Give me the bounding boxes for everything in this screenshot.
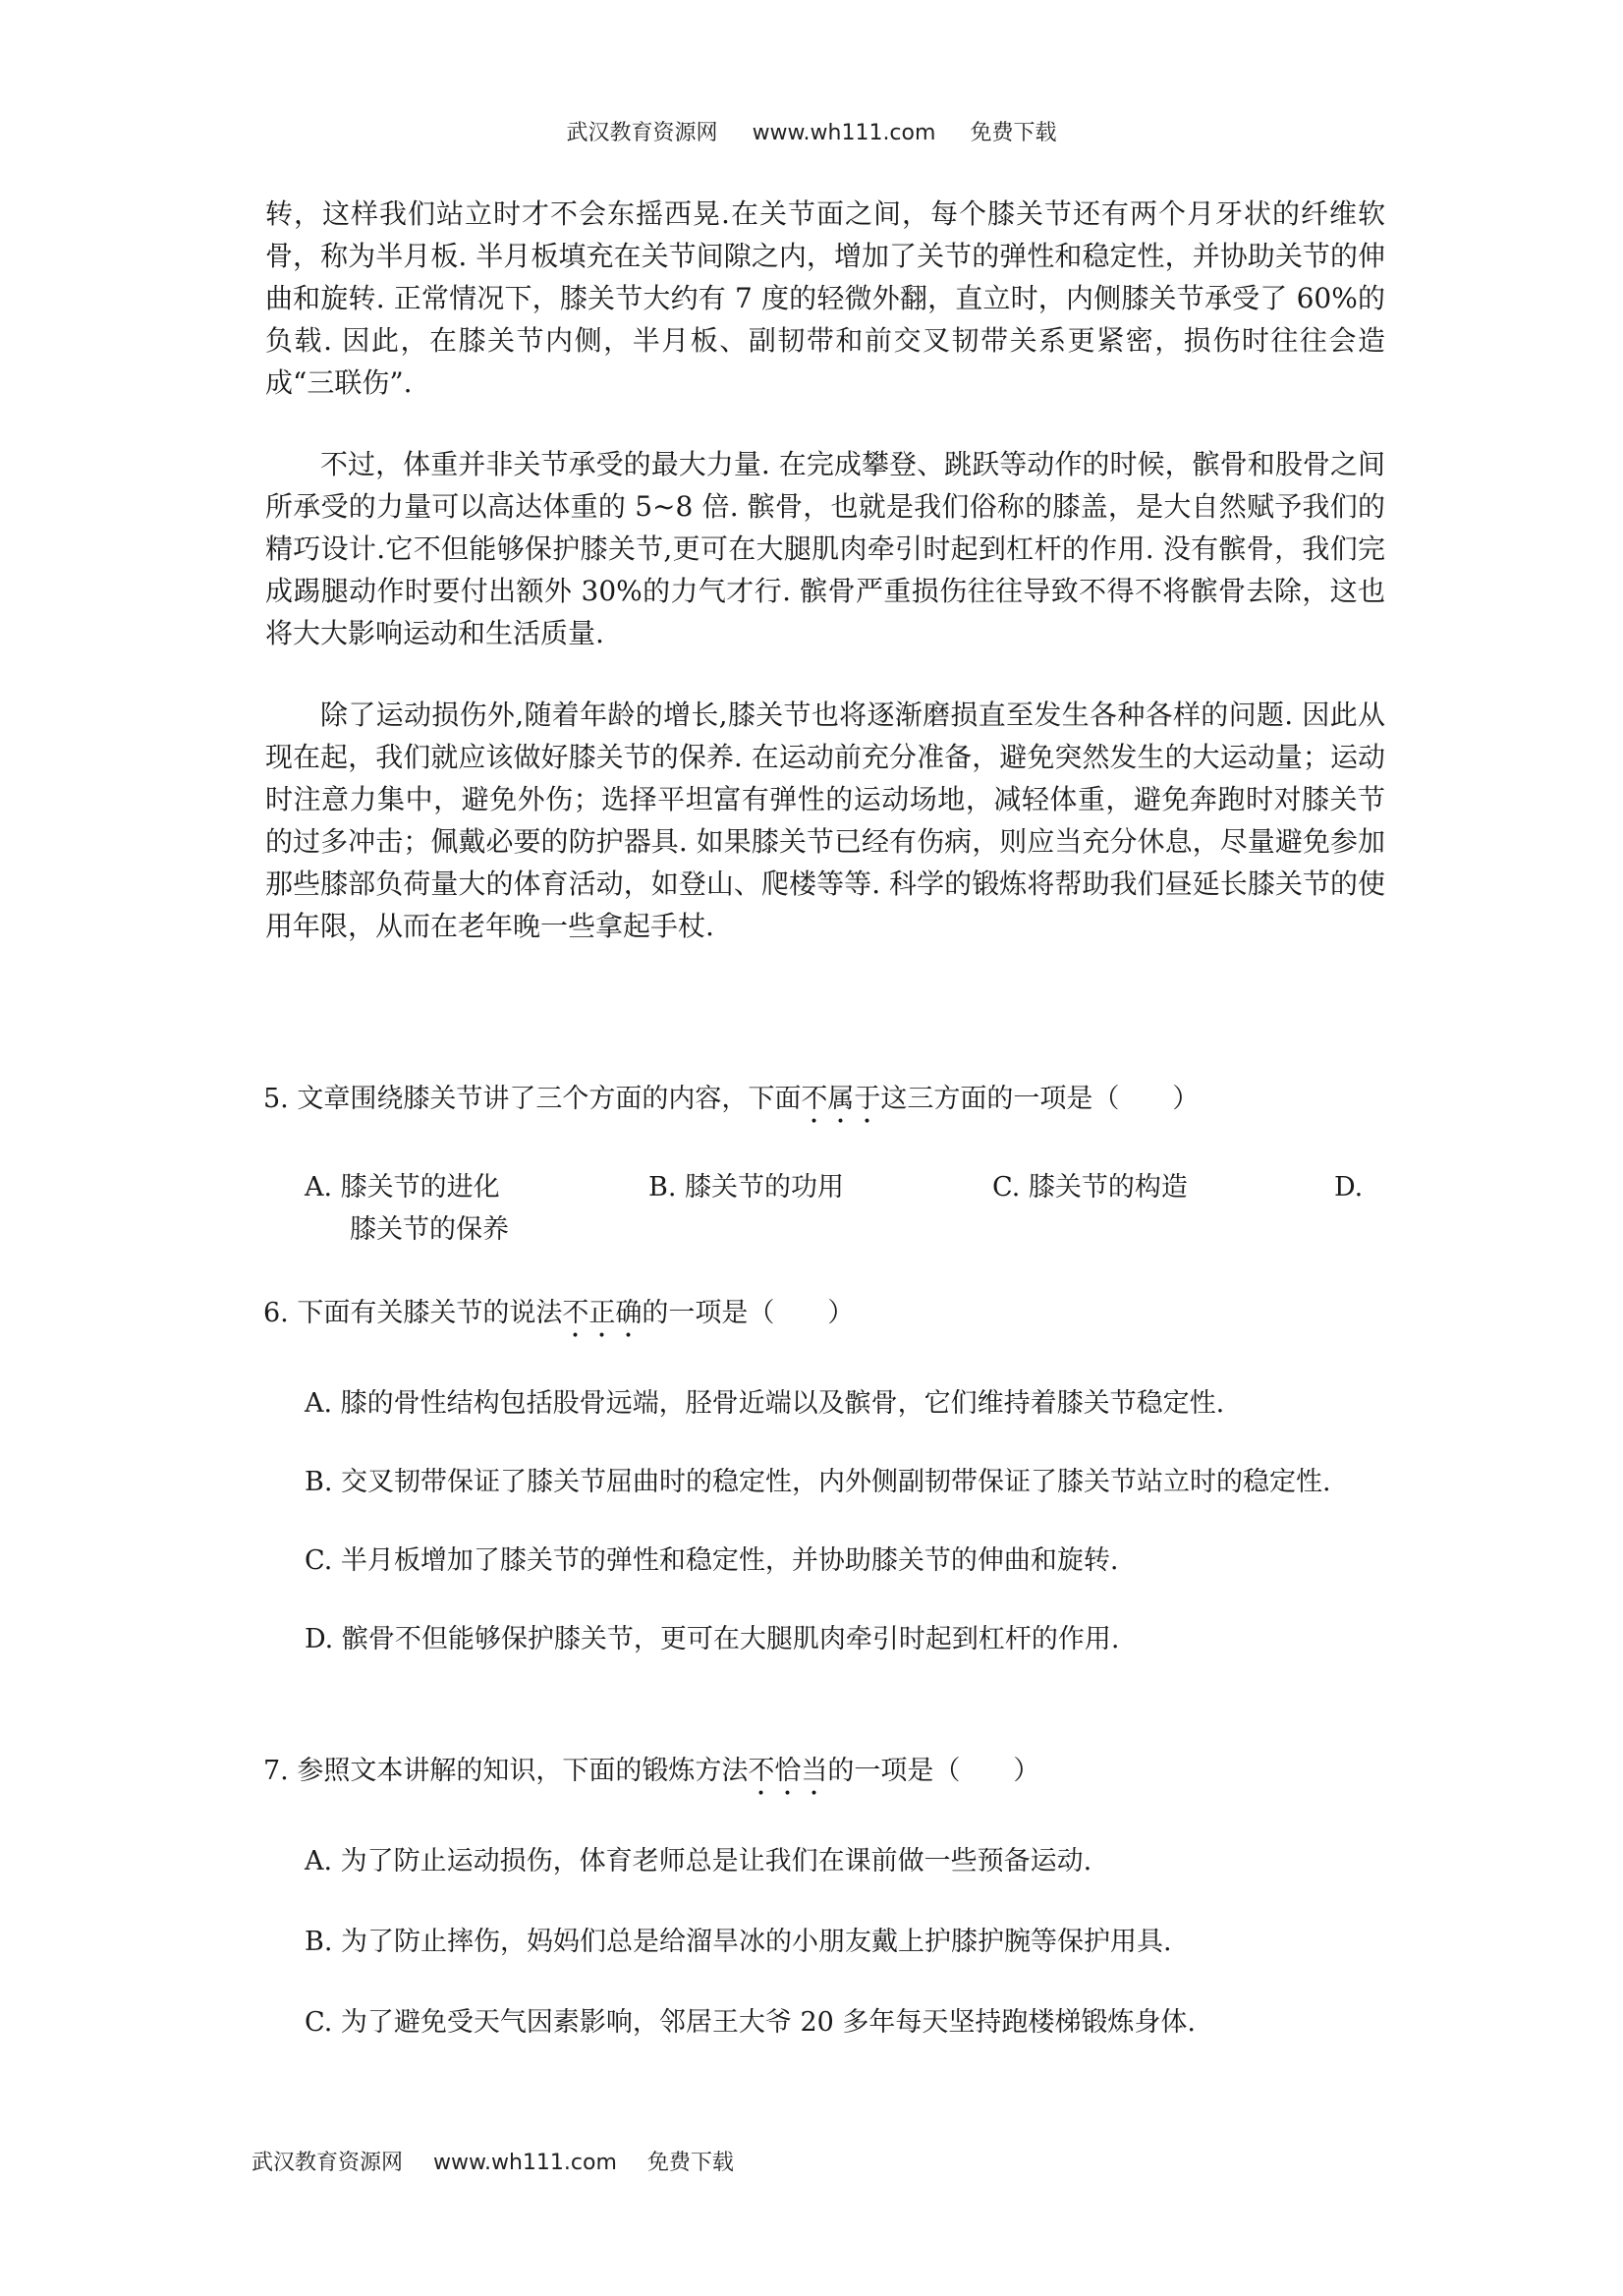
q5-option-d-letter[interactable]: D. [1334,1172,1364,1203]
question-7-emphasis: 不恰当 [748,1756,828,1786]
footer-url: www.wh111.com [433,2151,617,2175]
paragraph-2: 不过，体重并非关节承受的最大力量. 在完成攀登、跳跃等动作的时候，髌骨和股骨之间所承受的力量可以高达体重的 5~8 倍. 髌骨，也就是我们俗称的膝盖，是大自然赋予我们的精巧设计.它不但能够保护膝关节,更可在大腿肌肉牵引时起到杠杆的作用. 没有髌骨，我们完成踢腿动作时要付出额外 30%的力气才行. 髌骨严重损伤往往导致不得不将髌骨去除，这也将大大影响运动和生活质量. [265,448,1385,649]
question-6-emphasis: 不正确 [562,1298,643,1328]
page-footer [252,2146,757,2176]
q6-option-d[interactable]: D. 髌骨不但能够保护膝关节，更可在大腿肌肉牵引时起到杠杆的作用. [305,1624,1120,1654]
q5-option-b[interactable]: B. 膝关节的功用 [648,1172,845,1203]
q5-option-d-text[interactable]: 膝关节的保养 [350,1214,509,1245]
question-5-stem: 5. 文章围绕膝关节讲了三个方面的内容，下面不属于这三方面的一项是（ ） [263,1084,1200,1114]
question-7 [263,1751,1387,2044]
question-5-options [305,1167,1387,1256]
header-url: www.wh111.com [752,121,936,145]
footer-site-name: 武汉教育资源网 [252,2151,404,2175]
q5-option-a[interactable]: A. 膝关节的进化 [305,1172,500,1203]
paragraph-3: 除了运动损伤外,随着年龄的增长,膝关节也将逐渐磨损直至发生各种各样的问题. 因此从现在起，我们就应该做好膝关节的保养. 在运动前充分准备，避免突然发生的大运动量；运动时注意力集中，避免外伤；选择平坦富有弹性的运动场地，减轻体重，避免奔跑时对膝关节的过多冲击；佩戴必要的防护器具. 如果膝关节已经有伤病，则应当充分休息，尽量避免参加那些膝部负荷量大的体育活动，如登山、爬楼等等. 科学的锻炼将帮助我们昼延长膝关节的使用年限，从而在老年晚一些拿起手杖. [265,699,1385,942]
question-6 [263,1293,1387,1660]
page-header [0,116,1623,146]
question-7-stem: 7. 参照文本讲解的知识，下面的锻炼方法不恰当的一项是（ ） [263,1756,1040,1786]
question-6-stem: 6. 下面有关膝关节的说法不正确的一项是（ ） [263,1298,855,1328]
q6-option-a[interactable]: A. 膝的骨性结构包括股骨远端，胫骨近端以及髌骨，它们维持着膝关节稳定性. [305,1388,1225,1419]
paragraph-1: 转，这样我们站立时才不会东摇西晃.在关节面之间，每个膝关节还有两个月牙状的纤维软骨，称为半月板. 半月板填充在关节间隙之内，增加了关节的弹性和稳定性，并协助关节的伸曲和旋转. 正常情况下，膝关节大约有 7 度的轻微外翻，直立时，内侧膝关节承受了 60%的负载. 因此，在膝关节内侧，半月板、副韧带和前交叉韧带关系更紧密，损伤时往往会造成“三联伤”. [265,197,1385,399]
q7-option-b[interactable]: B. 为了防止摔伤，妈妈们总是给溜旱冰的小朋友戴上护膝护腕等保护用具. [305,1927,1172,1957]
q5-option-c[interactable]: C. 膝关节的构造 [992,1172,1188,1203]
header-site-name: 武汉教育资源网 [566,121,718,145]
question-5 [263,1079,1387,1256]
q6-option-c[interactable]: C. 半月板增加了膝关节的弹性和稳定性，并协助膝关节的伸曲和旋转. [305,1545,1119,1576]
question-5-emphasis: 不属于 [801,1084,881,1114]
article-body [265,193,1385,986]
q7-option-a[interactable]: A. 为了防止运动损伤，体育老师总是让我们在课前做一些预备运动. [305,1846,1092,1876]
header-note: 免费下载 [970,121,1057,145]
q6-option-b[interactable]: B. 交叉韧带保证了膝关节屈曲时的稳定性，内外侧副韧带保证了膝关节站立时的稳定性. [305,1467,1331,1497]
q7-option-c[interactable]: C. 为了避免受天气因素影响，邻居王大爷 20 多年每天坚持跑楼梯锻炼身体. [305,2007,1196,2038]
footer-note: 免费下载 [646,2151,734,2175]
